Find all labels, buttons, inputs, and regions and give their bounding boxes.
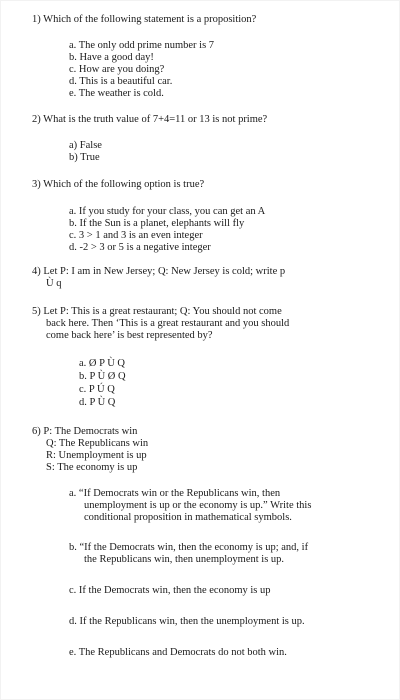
question-2-text: 2) What is the truth value of 7+4=11 or 13 is not prime? [32, 114, 268, 125]
q2-option-b: b) True [69, 152, 100, 163]
question-6-def-p: 6) P: The Democrats win [32, 426, 138, 437]
question-5-line-2: back here. Then ‘This is a great restaurant and you should [46, 318, 290, 329]
q3-option-a: a. If you study for your class, you can get an A [69, 206, 266, 217]
question-4-line-1: 4) Let P: I am in New Jersey; Q: New Jersey is cold; write p [32, 266, 286, 277]
question-4-line-2: Ù q [46, 278, 62, 289]
q6-part-b-line-2: the Republicans win, then unemployment is up. [84, 554, 285, 565]
q6-part-a-line-3: conditional proposition in mathematical symbols. [84, 512, 292, 523]
q6-part-b-line-1: b. “If the Democrats win, then the economy is up; and, if [69, 542, 309, 553]
q6-part-d: d. If the Republicans win, then the unemployment is up. [69, 616, 305, 627]
question-6-def-q: Q: The Republicans win [46, 438, 149, 449]
q5-option-b: b. P Ù Ø Q [79, 371, 126, 382]
q5-option-a: a. Ø P Ù Q [79, 358, 125, 369]
q1-option-b: b. Have a good day! [69, 52, 154, 63]
question-5-line-1: 5) Let P: This is a great restaurant; Q: You should not come [32, 306, 282, 317]
question-6-def-s: S: The economy is up [46, 462, 138, 473]
q1-option-a: a. The only odd prime number is 7 [69, 40, 215, 51]
question-3-text: 3) Which of the following option is true? [32, 179, 205, 190]
q5-option-c: c. P Ú Q [79, 384, 115, 395]
question-6-def-r: R: Unemployment is up [46, 450, 147, 461]
q1-option-d: d. This is a beautiful car. [69, 76, 173, 87]
q3-option-b: b. If the Sun is a planet, elephants will fly [69, 218, 245, 229]
q6-part-a-line-2: unemployment is up or the economy is up.” Write this [84, 500, 312, 511]
q6-part-a-line-1: a. “If Democrats win or the Republicans win, then [69, 488, 281, 499]
q1-option-c: c. How are you doing? [69, 64, 165, 75]
question-5-line-3: come back here’ is best represented by? [46, 330, 213, 341]
q3-option-c: c. 3 > 1 and 3 is an even integer [69, 230, 203, 241]
q6-part-e: e. The Republicans and Democrats do not both win. [69, 647, 287, 658]
q1-option-e: e. The weather is cold. [69, 88, 164, 99]
question-1-text: 1) Which of the following statement is a proposition? [32, 14, 257, 25]
q5-option-d: d. P Ù Q [79, 397, 116, 408]
q6-part-c: c. If the Democrats win, then the economy is up [69, 585, 271, 596]
q3-option-d: d. -2 > 3 or 5 is a negative integer [69, 242, 211, 253]
q2-option-a: a) False [69, 140, 102, 151]
